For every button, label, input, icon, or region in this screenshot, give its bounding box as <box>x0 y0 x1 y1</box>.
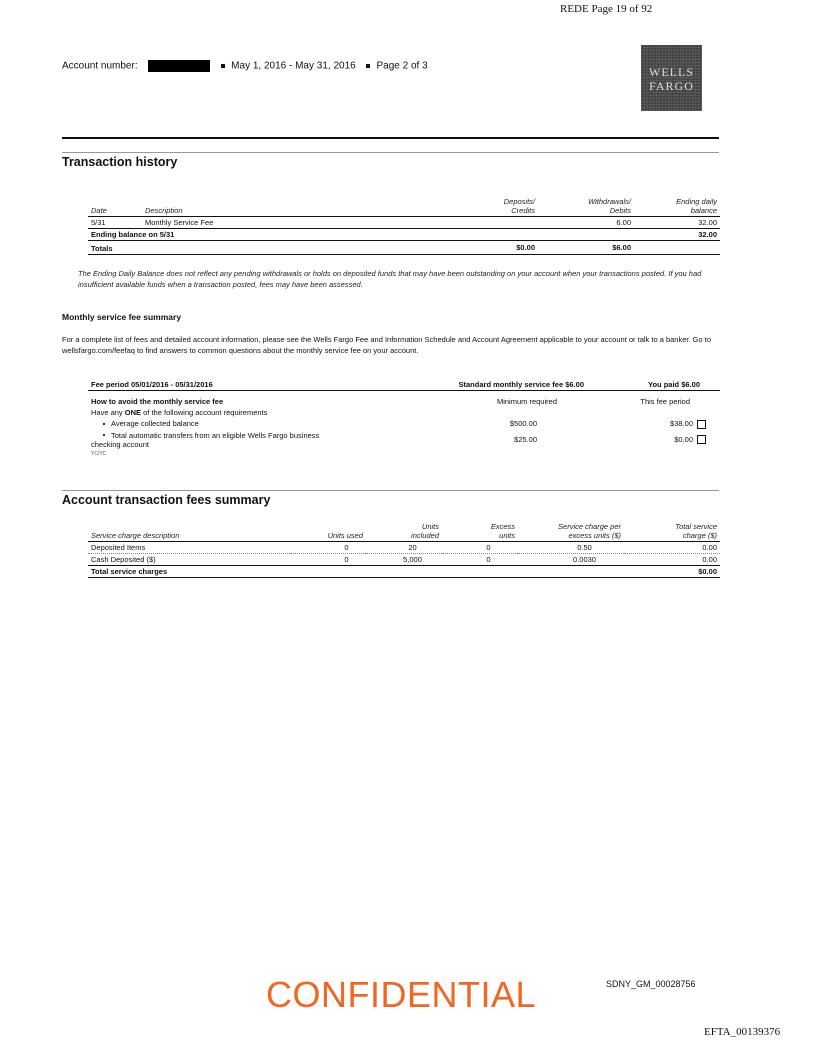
col-excess-units: Excess units <box>490 522 515 540</box>
col-total-charge: Total service charge ($) <box>675 522 717 540</box>
col-withdrawals: Withdrawals/ Debits <box>588 197 631 215</box>
table-row: Deposited Items 0 20 0 0.50 0.00 <box>88 542 720 554</box>
this-period-header: This fee period <box>640 397 690 406</box>
checkbox-icon <box>697 435 706 444</box>
wells-fargo-logo <box>641 45 702 111</box>
how-to-avoid-title: How to avoid the monthly service fee <box>91 397 224 406</box>
row-description: Monthly Service Fee <box>145 218 214 227</box>
divider <box>62 137 719 139</box>
min-required-header: Minimum required <box>496 397 557 406</box>
table-row: Cash Deposited ($) 0 5,000 0 0.0030 0.00 <box>88 554 720 566</box>
list-item: Total automatic transfers from an eligible Wells Fargo business checking account $25.00 $0.00 <box>88 430 720 450</box>
account-fees-table <box>88 521 720 578</box>
fee-period: Fee period 05/01/2016 - 05/31/2016 <box>91 380 213 389</box>
col-units-included: Units included <box>411 522 439 540</box>
page-header: REDE Page 19 of 92 <box>560 3 653 15</box>
efta-number: EFTA_00139376 <box>704 1026 781 1038</box>
row-balance: 32.00 <box>698 218 717 227</box>
bates-number: SDNY_GM_00028756 <box>606 979 696 989</box>
transaction-history-title: Transaction history <box>62 155 178 169</box>
redaction-block <box>148 60 210 72</box>
balance-note: The Ending Daily Balance does not reflect any pending withdrawals or holds on deposited funds that may have been outstanding on your account when your transactions posted. If you had insufficient available funds when a transaction posted, fees may have been assessed. <box>78 269 702 289</box>
fee-period-row <box>88 379 720 391</box>
col-charge-per: Service charge per excess units ($) <box>558 522 621 540</box>
bullet-icon <box>221 64 225 68</box>
requirement-line: Have any ONE of the following account requirements <box>91 408 268 417</box>
col-date: Date <box>91 206 107 215</box>
col-units-used: Units used <box>327 531 363 540</box>
transaction-history-table <box>88 196 720 255</box>
monthly-fee-table <box>88 379 720 458</box>
account-fees-title: Account transaction fees summary <box>62 493 271 507</box>
divider <box>62 152 719 153</box>
bullet-icon <box>366 64 370 68</box>
account-line <box>62 60 622 72</box>
col-ending: Ending daily balance <box>676 197 717 215</box>
row-withdrawals: 6.00 <box>616 218 631 227</box>
logo-line-2: FARGO <box>649 79 694 93</box>
checkbox-icon <box>697 420 706 429</box>
account-number-label: Account number: <box>62 60 138 72</box>
statement-period: May 1, 2016 - May 31, 2016 <box>231 60 356 72</box>
row-date: 5/31 <box>91 218 106 227</box>
standard-fee: Standard monthly service fee $6.00 <box>458 380 584 389</box>
total-service-charges-row: Total service charges $0.00 <box>88 566 720 578</box>
totals-row: Totals $0.00 $6.00 <box>88 241 720 255</box>
divider <box>62 490 719 491</box>
ending-balance-row: Ending balance on 5/31 32.00 <box>88 229 720 241</box>
page-number: Page 2 of 3 <box>376 60 428 72</box>
confidential-stamp: CONFIDENTIAL <box>266 974 537 1015</box>
monthly-fee-intro: For a complete list of fees and detailed account information, please see the Wells Fargo Fee and Information Schedule and Account Agreement applicable to your account or talk to a banker. Go to wellsfargo.com/feefaq to find answers to common questions about the monthly service fee on your account. <box>62 335 711 355</box>
col-deposits: Deposits/ Credits <box>503 197 535 215</box>
paid-fee: You paid $6.00 <box>648 380 700 389</box>
list-item: Average collected balance $500.00 $38.00 <box>88 418 720 430</box>
fee-code: YC/YC <box>91 450 107 457</box>
col-description: Description <box>145 206 183 215</box>
col-service-desc: Service charge description <box>91 531 180 540</box>
row-deposits <box>462 217 538 229</box>
monthly-fee-title: Monthly service fee summary <box>62 312 182 322</box>
table-row <box>88 217 720 229</box>
logo-line-1: WELLS <box>649 65 694 79</box>
